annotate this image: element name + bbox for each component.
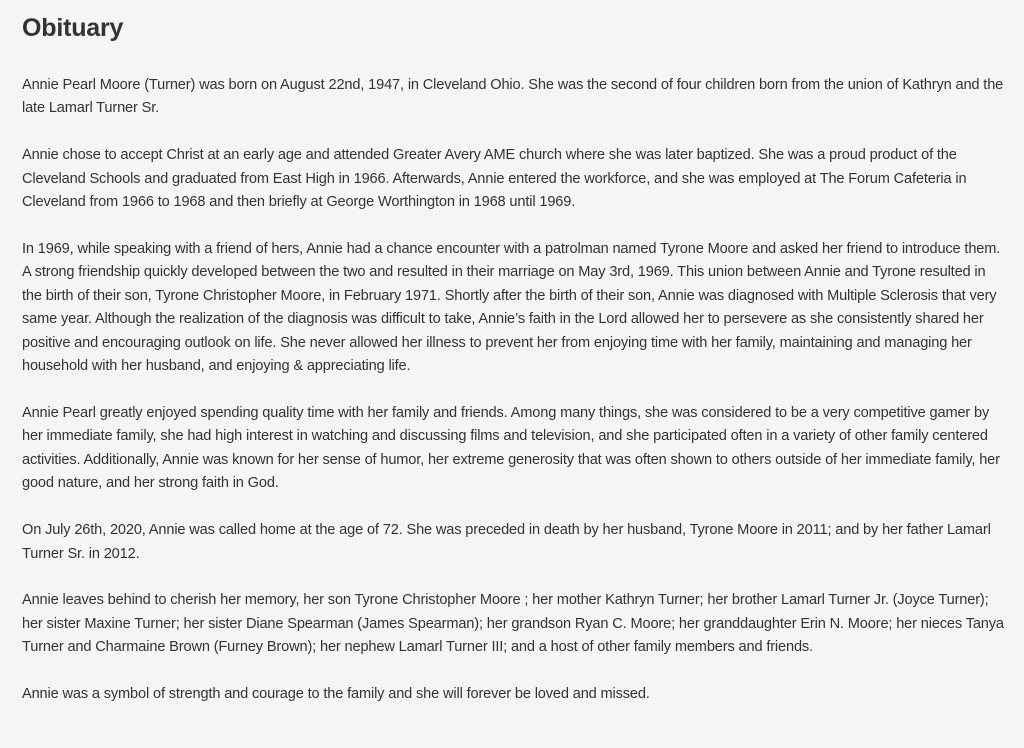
obituary-paragraph-birth: Annie Pearl Moore (Turner) was born on August 22nd, 1947, in Cleveland Ohio. She was the second of four children born from the union of Kathryn and the late Lamarl Turner Sr. — [22, 77, 1004, 117]
obituary-paragraph-passing: On July 26th, 2020, Annie was called home at the age of 72. She was preceded in death by her husband, Tyrone Moore in 2011; and by her father Lamarl Turner Sr. in 2012. — [22, 522, 991, 562]
obituary-paragraph-interests: Annie Pearl greatly enjoyed spending quality time with her family and friends. Among many things, she was considered to be a very competitive gamer by her immediate family, she had high interest in watching and discussing films and television, and she participated often in a variety of other family centered activities. Additionally, Annie was known for her sense of humor, her extreme generosity that was often shown to others outside of her immediate family, her good nature, and her strong faith in God. — [22, 404, 1000, 492]
page-title: Obituary — [22, 14, 124, 42]
obituary-paragraph-survivors: Annie leaves behind to cherish her memory, her son Tyrone Christopher Moore ; her mother Kathryn Turner; her brother Lamarl Turner Jr. (Joyce Turner); her sister Maxine Turner; her sister Diane Spearman (James Spearman); her grandson Ryan C. Moore; her granddaughter Erin N. Moore; her nieces Tanya Turner and Charmaine Brown (Furney Brown); her nephew Lamarl Turner III; and a host of other family members and friends. — [22, 592, 1004, 656]
obituary-paragraph-closing: Annie was a symbol of strength and courage to the family and she will forever be loved and missed. — [22, 686, 650, 703]
obituary-paragraph-faith-education: Annie chose to accept Christ at an early age and attended Greater Avery AME church where she was later baptized. She was a proud product of the Cleveland Schools and graduated from East High in 1966. Afterwards, Annie entered the workforce, and she was employed at The Forum Cafeteria in Cleveland from 1966 to 1968 and then briefly at George Worthington in 1968 until 1969. — [22, 147, 967, 211]
obituary-paragraph-marriage: In 1969, while speaking with a friend of hers, Annie had a chance encounter with a patrolman named Tyrone Moore and asked her friend to introduce them. A strong friendship quickly developed between the two and resulted in their marriage on May 3rd, 1969. This union between Annie and Tyrone resulted in the birth of their son, Tyrone Christopher Moore, in February 1971. Shortly after the birth of their son, Annie was diagnosed with Multiple Sclerosis that very same year. Although the realization of the diagnosis was difficult to take, Annie’s faith in the Lord allowed her to persevere as she consistently shared her positive and encouraging outlook on life. She never allowed her illness to prevent her from enjoying time with her family, maintaining and managing her household with her husband, and enjoying & appreciating life. — [22, 241, 1001, 375]
